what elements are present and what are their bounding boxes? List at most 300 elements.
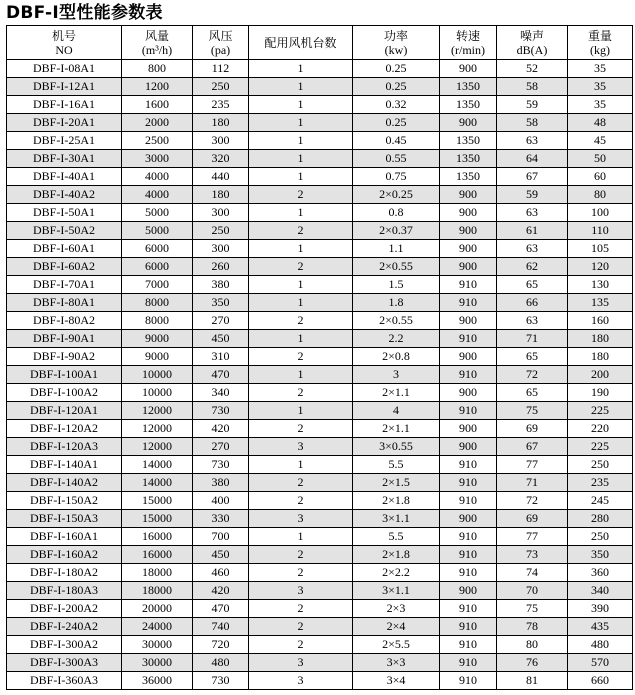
cell-pressure: 480: [193, 654, 249, 672]
cell-power: 3×3: [353, 654, 440, 672]
cell-weight: 45: [568, 132, 633, 150]
table-row: [7, 600, 633, 618]
cell-weight: 220: [568, 420, 633, 438]
table-row: [7, 636, 633, 654]
header-airflow-line2: (m³/h): [141, 42, 173, 57]
cell-noise: 75: [497, 600, 568, 618]
cell-noise: 63: [497, 204, 568, 222]
table-row: [7, 654, 633, 672]
cell-airflow: 5000: [122, 204, 193, 222]
cell-speed: 900: [440, 222, 497, 240]
table-row: [7, 60, 633, 78]
table-row: [7, 312, 633, 330]
cell-pressure: 180: [193, 114, 249, 132]
cell-model: DBF-I-50A1: [7, 204, 122, 222]
cell-weight: 280: [568, 510, 633, 528]
cell-power: 5.5: [353, 456, 440, 474]
cell-model: DBF-I-150A2: [7, 492, 122, 510]
cell-weight: 135: [568, 294, 633, 312]
cell-model: DBF-I-90A2: [7, 348, 122, 366]
cell-model: DBF-I-140A2: [7, 474, 122, 492]
cell-speed: 910: [440, 402, 497, 420]
cell-model: DBF-I-12A1: [7, 78, 122, 96]
cell-pressure: 340: [193, 384, 249, 402]
cell-fan-count: 2: [249, 222, 353, 240]
cell-fan-count: 2: [249, 258, 353, 276]
cell-speed: 900: [440, 510, 497, 528]
header-pressure: [193, 26, 249, 60]
cell-noise: 72: [497, 366, 568, 384]
cell-weight: 480: [568, 636, 633, 654]
cell-power: 3×1.1: [353, 510, 440, 528]
cell-power: 2×0.55: [353, 312, 440, 330]
cell-fan-count: 1: [249, 366, 353, 384]
table-row: [7, 96, 633, 114]
cell-speed: 1350: [440, 150, 497, 168]
cell-pressure: 330: [193, 510, 249, 528]
cell-airflow: 16000: [122, 546, 193, 564]
cell-fan-count: 1: [249, 294, 353, 312]
cell-speed: 900: [440, 186, 497, 204]
cell-speed: 900: [440, 240, 497, 258]
cell-noise: 52: [497, 60, 568, 78]
cell-power: 2×0.37: [353, 222, 440, 240]
cell-weight: 35: [568, 60, 633, 78]
cell-power: 0.8: [353, 204, 440, 222]
header-noise-line2: dB(A): [516, 42, 548, 57]
cell-pressure: 450: [193, 546, 249, 564]
cell-power: 2×4: [353, 618, 440, 636]
cell-fan-count: 1: [249, 132, 353, 150]
cell-noise: 65: [497, 276, 568, 294]
table-row: [7, 186, 633, 204]
cell-noise: 67: [497, 168, 568, 186]
cell-pressure: 235: [193, 96, 249, 114]
cell-speed: 900: [440, 582, 497, 600]
cell-pressure: 730: [193, 456, 249, 474]
cell-airflow: 1200: [122, 78, 193, 96]
cell-power: 2×3: [353, 600, 440, 618]
cell-speed: 910: [440, 474, 497, 492]
cell-noise: 63: [497, 312, 568, 330]
table-row: [7, 78, 633, 96]
cell-pressure: 700: [193, 528, 249, 546]
cell-speed: 910: [440, 546, 497, 564]
cell-weight: 190: [568, 384, 633, 402]
cell-noise: 64: [497, 150, 568, 168]
cell-model: DBF-I-180A2: [7, 564, 122, 582]
cell-noise: 65: [497, 348, 568, 366]
cell-power: 1.8: [353, 294, 440, 312]
cell-model: DBF-I-20A1: [7, 114, 122, 132]
cell-noise: 75: [497, 402, 568, 420]
table-row: [7, 402, 633, 420]
table-row: [7, 348, 633, 366]
cell-model: DBF-I-200A2: [7, 600, 122, 618]
table-row: [7, 672, 633, 690]
cell-noise: 63: [497, 132, 568, 150]
cell-fan-count: 1: [249, 402, 353, 420]
cell-airflow: 18000: [122, 582, 193, 600]
cell-speed: 910: [440, 366, 497, 384]
cell-pressure: 420: [193, 420, 249, 438]
header-fan-count: [249, 26, 353, 60]
cell-weight: 235: [568, 474, 633, 492]
cell-noise: 73: [497, 546, 568, 564]
cell-speed: 1350: [440, 96, 497, 114]
cell-noise: 70: [497, 582, 568, 600]
cell-fan-count: 2: [249, 546, 353, 564]
cell-airflow: 12000: [122, 438, 193, 456]
cell-fan-count: 2: [249, 474, 353, 492]
cell-pressure: 470: [193, 600, 249, 618]
cell-speed: 910: [440, 672, 497, 690]
cell-airflow: 9000: [122, 330, 193, 348]
cell-power: 0.25: [353, 60, 440, 78]
cell-fan-count: 1: [249, 330, 353, 348]
cell-model: DBF-I-50A2: [7, 222, 122, 240]
table-row: [7, 114, 633, 132]
cell-pressure: 730: [193, 402, 249, 420]
cell-speed: 900: [440, 60, 497, 78]
cell-power: 0.45: [353, 132, 440, 150]
table-row: [7, 564, 633, 582]
cell-speed: 900: [440, 312, 497, 330]
cell-pressure: 400: [193, 492, 249, 510]
cell-airflow: 5000: [122, 222, 193, 240]
cell-weight: 250: [568, 456, 633, 474]
cell-noise: 80: [497, 636, 568, 654]
table-row: [7, 384, 633, 402]
cell-noise: 71: [497, 330, 568, 348]
header-weight: [568, 26, 633, 60]
header-noise: [497, 26, 568, 60]
cell-noise: 59: [497, 186, 568, 204]
table-row: [7, 420, 633, 438]
cell-weight: 100: [568, 204, 633, 222]
table-row: [7, 222, 633, 240]
cell-pressure: 270: [193, 312, 249, 330]
cell-airflow: 6000: [122, 258, 193, 276]
cell-airflow: 12000: [122, 402, 193, 420]
cell-airflow: 10000: [122, 366, 193, 384]
cell-power: 2×1.1: [353, 384, 440, 402]
cell-fan-count: 1: [249, 96, 353, 114]
cell-speed: 900: [440, 384, 497, 402]
cell-noise: 65: [497, 384, 568, 402]
cell-airflow: 9000: [122, 348, 193, 366]
cell-fan-count: 2: [249, 186, 353, 204]
cell-weight: 245: [568, 492, 633, 510]
cell-pressure: 740: [193, 618, 249, 636]
cell-airflow: 10000: [122, 384, 193, 402]
cell-model: DBF-I-40A2: [7, 186, 122, 204]
cell-weight: 50: [568, 150, 633, 168]
cell-fan-count: 1: [249, 276, 353, 294]
cell-weight: 180: [568, 348, 633, 366]
cell-fan-count: 2: [249, 636, 353, 654]
cell-speed: 910: [440, 600, 497, 618]
table-row: [7, 330, 633, 348]
cell-model: DBF-I-360A3: [7, 672, 122, 690]
cell-pressure: 720: [193, 636, 249, 654]
cell-fan-count: 1: [249, 204, 353, 222]
header-airflow-line1: 风量: [144, 28, 169, 43]
cell-fan-count: 2: [249, 492, 353, 510]
cell-speed: 910: [440, 456, 497, 474]
cell-speed: 910: [440, 636, 497, 654]
table-row: [7, 294, 633, 312]
cell-weight: 60: [568, 168, 633, 186]
header-noise-line1: 噪声: [519, 28, 544, 43]
cell-weight: 48: [568, 114, 633, 132]
cell-airflow: 24000: [122, 618, 193, 636]
table-row: [7, 132, 633, 150]
table-row: [7, 618, 633, 636]
table-row: [7, 438, 633, 456]
header-power: [353, 26, 440, 60]
cell-pressure: 420: [193, 582, 249, 600]
cell-power: 2×0.55: [353, 258, 440, 276]
cell-pressure: 270: [193, 438, 249, 456]
table-row: [7, 150, 633, 168]
cell-noise: 69: [497, 510, 568, 528]
cell-power: 1.5: [353, 276, 440, 294]
cell-speed: 910: [440, 492, 497, 510]
cell-airflow: 15000: [122, 510, 193, 528]
cell-fan-count: 2: [249, 384, 353, 402]
cell-speed: 1350: [440, 78, 497, 96]
cell-model: DBF-I-100A2: [7, 384, 122, 402]
page-title: DBF-Ⅰ型性能参数表: [6, 3, 163, 23]
header-pressure-line1: 风压: [208, 28, 233, 43]
cell-model: DBF-I-30A1: [7, 150, 122, 168]
cell-weight: 180: [568, 330, 633, 348]
cell-model: DBF-I-140A1: [7, 456, 122, 474]
cell-model: DBF-I-60A2: [7, 258, 122, 276]
cell-model: DBF-I-90A1: [7, 330, 122, 348]
cell-fan-count: 3: [249, 510, 353, 528]
cell-speed: 910: [440, 528, 497, 546]
cell-noise: 71: [497, 474, 568, 492]
cell-power: 0.75: [353, 168, 440, 186]
cell-weight: 225: [568, 402, 633, 420]
header-model-line1: 机号: [51, 28, 76, 43]
header-power-line2: (kw): [384, 42, 408, 57]
header-speed-line2: (r/min): [451, 42, 485, 57]
cell-airflow: 30000: [122, 636, 193, 654]
cell-fan-count: 3: [249, 438, 353, 456]
cell-weight: 130: [568, 276, 633, 294]
cell-model: DBF-I-300A3: [7, 654, 122, 672]
cell-model: DBF-I-25A1: [7, 132, 122, 150]
cell-pressure: 380: [193, 276, 249, 294]
cell-noise: 78: [497, 618, 568, 636]
cell-power: 3: [353, 366, 440, 384]
cell-noise: 69: [497, 420, 568, 438]
cell-weight: 660: [568, 672, 633, 690]
table-row: [7, 168, 633, 186]
cell-airflow: 8000: [122, 312, 193, 330]
performance-table: [6, 25, 633, 690]
cell-power: 2×0.25: [353, 186, 440, 204]
cell-speed: 900: [440, 438, 497, 456]
cell-weight: 160: [568, 312, 633, 330]
cell-model: DBF-I-70A1: [7, 276, 122, 294]
table-body: [7, 60, 633, 690]
cell-power: 3×4: [353, 672, 440, 690]
cell-power: 1.1: [353, 240, 440, 258]
cell-model: DBF-I-300A2: [7, 636, 122, 654]
cell-pressure: 310: [193, 348, 249, 366]
cell-fan-count: 2: [249, 348, 353, 366]
cell-power: 2.2: [353, 330, 440, 348]
cell-airflow: 8000: [122, 294, 193, 312]
cell-fan-count: 1: [249, 528, 353, 546]
cell-airflow: 12000: [122, 420, 193, 438]
cell-speed: 1350: [440, 132, 497, 150]
cell-pressure: 460: [193, 564, 249, 582]
cell-weight: 250: [568, 528, 633, 546]
cell-model: DBF-I-240A2: [7, 618, 122, 636]
cell-power: 0.55: [353, 150, 440, 168]
cell-noise: 59: [497, 96, 568, 114]
cell-model: DBF-I-60A1: [7, 240, 122, 258]
cell-airflow: 16000: [122, 528, 193, 546]
cell-pressure: 380: [193, 474, 249, 492]
cell-model: DBF-I-100A1: [7, 366, 122, 384]
cell-speed: 910: [440, 618, 497, 636]
cell-fan-count: 3: [249, 582, 353, 600]
header-airflow: [122, 26, 193, 60]
cell-pressure: 320: [193, 150, 249, 168]
cell-fan-count: 1: [249, 78, 353, 96]
cell-power: 3×0.55: [353, 438, 440, 456]
cell-fan-count: 2: [249, 312, 353, 330]
cell-pressure: 730: [193, 672, 249, 690]
cell-noise: 63: [497, 240, 568, 258]
cell-model: DBF-I-16A1: [7, 96, 122, 114]
cell-power: 3×1.1: [353, 582, 440, 600]
table-row: [7, 510, 633, 528]
cell-power: 2×1.8: [353, 546, 440, 564]
table-row: [7, 492, 633, 510]
cell-model: DBF-I-180A3: [7, 582, 122, 600]
cell-speed: 900: [440, 348, 497, 366]
cell-noise: 77: [497, 456, 568, 474]
cell-speed: 1350: [440, 168, 497, 186]
cell-fan-count: 1: [249, 168, 353, 186]
cell-airflow: 4000: [122, 186, 193, 204]
cell-airflow: 36000: [122, 672, 193, 690]
table-row: [7, 204, 633, 222]
cell-model: DBF-I-80A2: [7, 312, 122, 330]
header-power-line1: 功率: [383, 28, 408, 43]
cell-airflow: 800: [122, 60, 193, 78]
cell-model: DBF-I-120A3: [7, 438, 122, 456]
cell-power: 2×1.8: [353, 492, 440, 510]
cell-weight: 35: [568, 96, 633, 114]
cell-noise: 74: [497, 564, 568, 582]
cell-airflow: 14000: [122, 456, 193, 474]
cell-noise: 72: [497, 492, 568, 510]
cell-pressure: 450: [193, 330, 249, 348]
cell-model: DBF-I-120A1: [7, 402, 122, 420]
cell-fan-count: 1: [249, 150, 353, 168]
header-weight-line1: 重量: [587, 28, 612, 43]
header-speed: [440, 26, 497, 60]
table-row: [7, 546, 633, 564]
cell-weight: 340: [568, 582, 633, 600]
cell-noise: 81: [497, 672, 568, 690]
cell-power: 0.25: [353, 78, 440, 96]
header-fan-count-line1: 配用风机台数: [264, 35, 337, 50]
cell-weight: 105: [568, 240, 633, 258]
cell-airflow: 3000: [122, 150, 193, 168]
cell-weight: 435: [568, 618, 633, 636]
cell-power: 2×0.8: [353, 348, 440, 366]
cell-noise: 61: [497, 222, 568, 240]
cell-speed: 900: [440, 204, 497, 222]
cell-model: DBF-I-160A2: [7, 546, 122, 564]
table-row: [7, 258, 633, 276]
cell-airflow: 30000: [122, 654, 193, 672]
cell-pressure: 260: [193, 258, 249, 276]
table-row: [7, 474, 633, 492]
cell-model: DBF-I-40A1: [7, 168, 122, 186]
cell-pressure: 470: [193, 366, 249, 384]
cell-speed: 900: [440, 258, 497, 276]
cell-fan-count: 3: [249, 672, 353, 690]
cell-airflow: 2500: [122, 132, 193, 150]
cell-model: DBF-I-120A2: [7, 420, 122, 438]
cell-power: 2×2.2: [353, 564, 440, 582]
cell-noise: 58: [497, 78, 568, 96]
cell-power: 0.25: [353, 114, 440, 132]
cell-weight: 360: [568, 564, 633, 582]
table-row: [7, 528, 633, 546]
cell-model: DBF-I-160A1: [7, 528, 122, 546]
cell-weight: 110: [568, 222, 633, 240]
cell-airflow: 15000: [122, 492, 193, 510]
cell-pressure: 250: [193, 78, 249, 96]
cell-weight: 350: [568, 546, 633, 564]
cell-weight: 120: [568, 258, 633, 276]
cell-weight: 80: [568, 186, 633, 204]
cell-power: 2×1.5: [353, 474, 440, 492]
header-model-line2: NO: [55, 42, 73, 57]
cell-fan-count: 1: [249, 114, 353, 132]
header-weight-line2: (kg): [590, 42, 610, 57]
table-row: [7, 276, 633, 294]
cell-fan-count: 1: [249, 456, 353, 474]
cell-airflow: 14000: [122, 474, 193, 492]
cell-pressure: 300: [193, 132, 249, 150]
cell-pressure: 112: [193, 60, 249, 78]
cell-power: 2×5.5: [353, 636, 440, 654]
cell-speed: 900: [440, 420, 497, 438]
cell-power: 4: [353, 402, 440, 420]
cell-speed: 910: [440, 654, 497, 672]
cell-pressure: 180: [193, 186, 249, 204]
cell-pressure: 350: [193, 294, 249, 312]
cell-pressure: 300: [193, 240, 249, 258]
cell-noise: 67: [497, 438, 568, 456]
cell-weight: 200: [568, 366, 633, 384]
cell-fan-count: 2: [249, 420, 353, 438]
cell-noise: 58: [497, 114, 568, 132]
cell-power: 5.5: [353, 528, 440, 546]
